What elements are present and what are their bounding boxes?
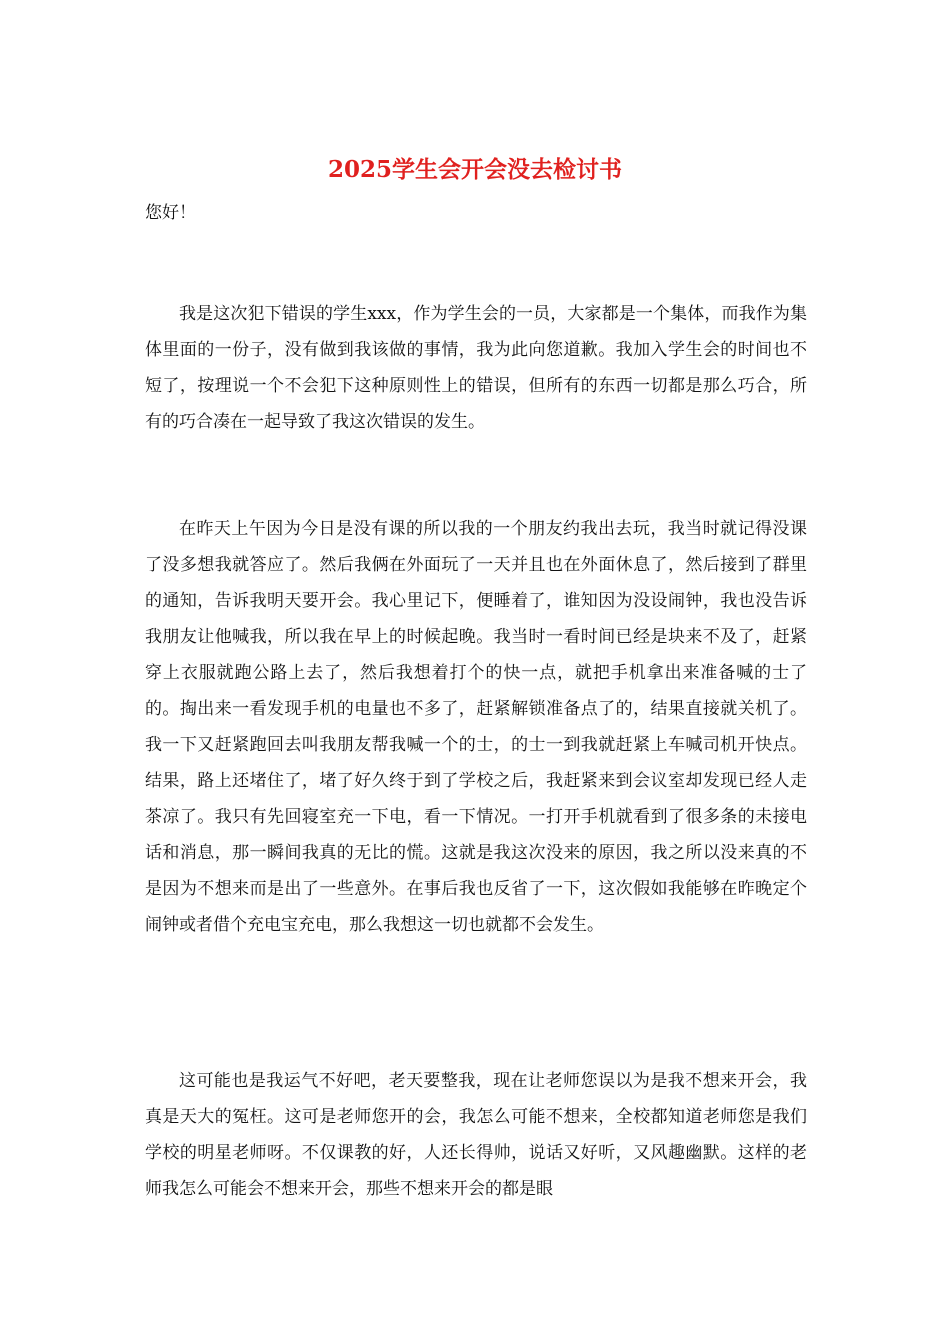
paragraph-1: 我是这次犯下错误的学生xxx，作为学生会的一员，大家都是一个集体，而我作为集体里面的一份子，没有做到我该做的事情，我为此向您道歉。我加入学生会的时间也不短了，按理说一个不会犯下这种原则性上的错误，但所有的东西一切都是那么巧合，所有的巧合凑在一起导致了我这次错误的发生。: [145, 304, 807, 432]
document-title: 2025学生会开会没去检讨书: [327, 156, 622, 183]
paragraph-3: 这可能也是我运气不好吧，老天要整我，现在让老师您误以为是我不想来开会，我真是天大的冤枉。这可是老师您开的会，我怎么可能不想来，全校都知道老师您是我们学校的明星老师呀。不仅课教的好，人还长得帅，说话又好听，又风趣幽默。这样的老师我怎么可能会不想来开会，那些不想来开会的都是眼: [145, 1071, 807, 1199]
greeting: 您好！: [145, 203, 196, 223]
paragraph-2: 在昨天上午因为今日是没有课的所以我的一个朋友约我出去玩，我当时就记得没课了没多想我就答应了。然后我俩在外面玩了一天并且也在外面休息了，然后接到了群里的通知，告诉我明天要开会。我心里记下，便睡着了，谁知因为没设闹钟，我也没告诉我朋友让他喊我，所以我在早上的时候起晚。我当时一看时间已经是块来不及了，赶紧穿上衣服就跑公路上去了，然后我想着打个的快一点，就把手机拿出来准备喊的士了的。掏出来一看发现手机的电量也不多了，赶紧解锁准备点了的，结果直接就关机了。我一下又赶紧跑回去叫我朋友帮我喊一个的士，的士一到我就赶紧上车喊司机开快点。结果，路上还堵住了，堵了好久终于到了学校之后，我赶紧来到会议室却发现已经人走茶凉了。我只有先回寝室充一下电，看一下情况。一打开手机就看到了很多条的未接电话和消息，那一瞬间我真的无比的慌。这就是我这次没来的原因，我之所以没来真的不是因为不想来而是出了一些意外。在事后我也反省了一下，这次假如我能够在昨晚定个闹钟或者借个充电宝充电，那么我想这一切也就都不会发生。: [145, 519, 807, 935]
